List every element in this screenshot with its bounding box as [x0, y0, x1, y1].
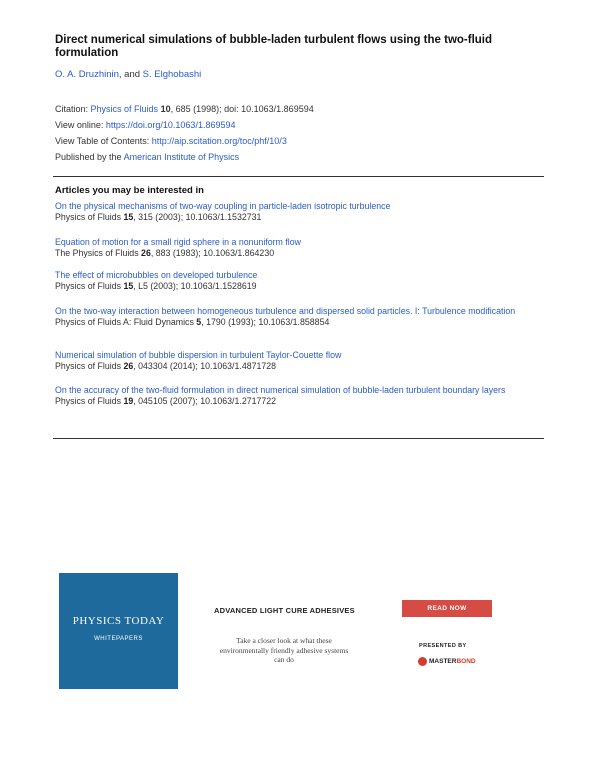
view-online-line — [55, 117, 314, 133]
article-volume: 15 — [123, 280, 134, 291]
publisher-line — [55, 149, 314, 165]
article-rest: , 315 (2003); 10.1063/1.1532731 — [133, 211, 262, 222]
ad-body-text: Take a closer look at what these environmentally friendly adhesive systems can do — [219, 636, 349, 664]
sponsor-name-suffix: BOND — [456, 657, 476, 665]
related-article-link[interactable]: On the accuracy of the two-fluid formulation in direct numerical simulation of bubble-laden turbulent boundary layers — [55, 385, 506, 395]
related-article — [55, 350, 545, 371]
toc-label: View Table of Contents: — [55, 136, 152, 146]
divider — [53, 438, 544, 439]
article-rest: , 043304 (2014); 10.1063/1.4871728 — [133, 360, 277, 371]
sponsor-name: MASTER — [429, 657, 457, 665]
article-rest: , L5 (2003); 10.1063/1.1528619 — [133, 280, 257, 291]
ad-brand-name: PHYSICS TODAY — [72, 615, 165, 627]
publisher-link[interactable]: American Institute of Physics — [123, 152, 240, 162]
related-article-link[interactable]: Equation of motion for a small rigid sphere in a nonuniform flow — [55, 237, 301, 247]
citation-label: Citation: — [55, 104, 91, 114]
related-article-link[interactable]: On the two-way interaction between homogeneous turbulence and dispersed solid particles. I: Turbulence modification — [55, 306, 516, 316]
related-article-link[interactable]: The effect of microbubbles on developed turbulence — [55, 270, 258, 280]
related-article-citation — [55, 396, 545, 407]
related-articles-heading: Articles you may be interested in — [55, 185, 204, 196]
related-article-citation — [55, 212, 545, 223]
related-article-citation — [55, 361, 545, 372]
citation-line — [55, 101, 314, 117]
view-online-label: View online: — [55, 120, 106, 130]
toc-line — [55, 133, 314, 149]
article-journal: Physics of Fluids — [55, 211, 124, 222]
author-list — [55, 69, 201, 80]
related-article — [55, 385, 545, 406]
related-article — [55, 306, 545, 327]
related-article-citation — [55, 317, 545, 328]
sponsor-logo-icon — [418, 657, 427, 666]
related-article-citation — [55, 248, 545, 259]
article-journal: Physics of Fluids — [55, 395, 124, 406]
related-article — [55, 270, 545, 291]
related-article-citation — [55, 281, 545, 292]
related-article — [55, 237, 545, 258]
doi-link[interactable]: https://doi.org/10.1063/1.869594 — [105, 120, 236, 130]
article-volume: 5 — [196, 316, 202, 327]
publisher-label: Published by the — [55, 152, 124, 162]
citation-block — [55, 101, 314, 165]
citation-volume: 10 — [160, 104, 171, 114]
read-now-button[interactable]: READ NOW — [402, 600, 492, 617]
article-rest: , 045105 (2007); 10.1063/1.2717722 — [133, 395, 277, 406]
toc-link[interactable]: http://aip.scitation.org/toc/phf/10/3 — [151, 136, 287, 146]
article-journal: The Physics of Fluids — [55, 247, 142, 258]
article-volume: 19 — [123, 395, 134, 406]
article-volume: 26 — [123, 360, 134, 371]
author-separator: , and — [118, 69, 143, 80]
article-journal: Physics of Fluids — [55, 360, 124, 371]
related-article — [55, 201, 545, 222]
paper-title: Direct numerical simulations of bubble-laden turbulent flows using the two-fluid formulation — [55, 34, 493, 59]
divider — [53, 176, 544, 177]
article-rest: , 883 (1983); 10.1063/1.864230 — [150, 247, 275, 258]
article-journal: Physics of Fluids — [55, 280, 124, 291]
citation-rest: , 685 (1998); doi: 10.1063/1.869594 — [170, 104, 314, 114]
journal-link[interactable]: Physics of Fluids — [90, 104, 159, 114]
ad-brand-panel[interactable] — [59, 573, 178, 689]
ad-subbrand: WHITEPAPERS — [94, 636, 143, 642]
related-article-link[interactable]: On the physical mechanisms of two-way coupling in particle-laden isotropic turbulence — [55, 201, 391, 211]
article-volume: 26 — [141, 247, 151, 258]
presented-by-label: PRESENTED BY — [419, 643, 467, 649]
sponsor-logo — [418, 656, 476, 666]
article-journal: Physics of Fluids A: Fluid Dynamics — [55, 316, 197, 327]
article-volume: 15 — [123, 211, 134, 222]
article-rest: , 1790 (1993); 10.1063/1.858854 — [201, 316, 330, 327]
related-article-link[interactable]: Numerical simulation of bubble dispersion in turbulent Taylor-Couette flow — [55, 350, 342, 360]
author-link[interactable]: S. Elghobashi — [142, 69, 202, 80]
ad-headline: ADVANCED LIGHT CURE ADHESIVES — [214, 606, 355, 615]
author-link[interactable]: O. A. Druzhinin — [55, 69, 119, 80]
